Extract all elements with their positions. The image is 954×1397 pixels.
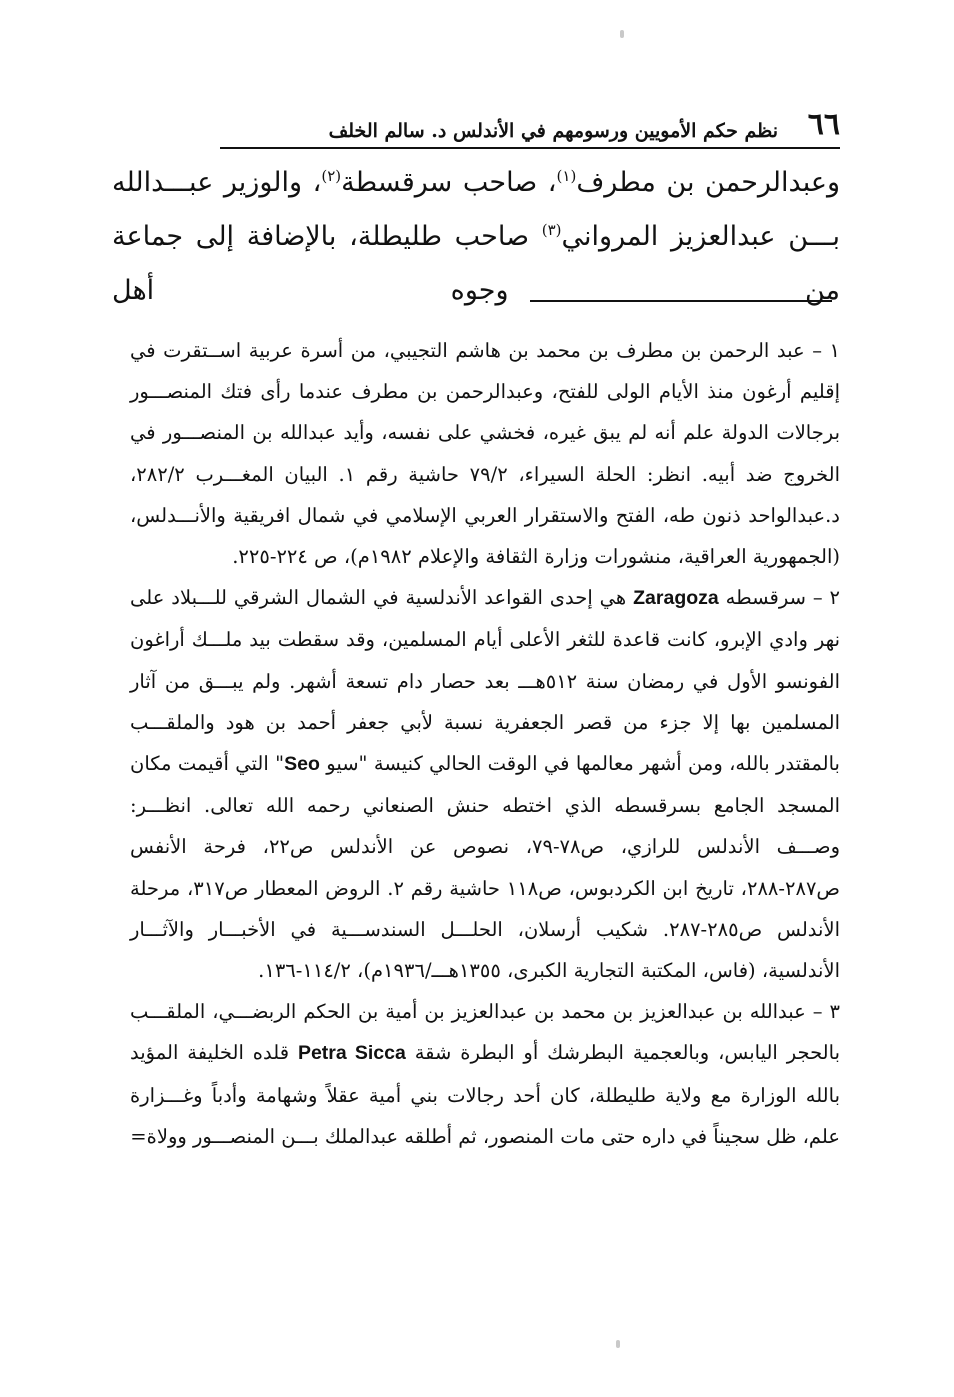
footnote-1: ١ – عبد الرحمن بن مطرف بن محمد بن هاشم التجيبي، من أسرة عربية اســتقرت في إقليم أرغون منذ الأيام الولى للفتح، وعبدالرحمن بن مطرف عندما رأى فتك المنصـــور برجالات الدولة علم أنه لم يبق غيره، فخشي على نفسه، وأيد عبدالله بن المنصـــور في الخروج ضد أبيه. انظر: الحلة السيراء، ٧٩/٢ حاشية رقم ١. البيان المغـــرب ٢٨٢/٢، د.عبدالواحد ذنون طه، الفتح والاستقرار العربي الإسلامي في شمال افريقية والأنـــدلس، (الجمهورية العراقية، منشورات وزارة الثقافة والإعلام ١٩٨٢م)، ص ٢٢٤-٢٢٥. bbox=[130, 339, 840, 569]
main-paragraph-text bbox=[112, 156, 840, 318]
footnote-2-part-1: ٢ – سرقسطه bbox=[718, 586, 840, 610]
running-title: نظم حكم الأمويين ورسومهم في الأندلس د. سالم الخلف bbox=[328, 120, 778, 142]
latin-term-seo: Seo bbox=[284, 753, 320, 776]
footnote-2 bbox=[130, 577, 840, 991]
footnotes-section bbox=[130, 330, 840, 1157]
footnote-3-part-2: قلده الخليفة المؤيد بالله الوزارة مع ولاية طليطلة، كان أحد رجالات بني أمية عقلاً وشهامة وأدباً وغـــزارة علم، ظل سجيناً في داره حتى مات المنصور، ثم أطلقه عبدالملك بـــن المنصـــور وولاة= bbox=[130, 1041, 840, 1148]
page-header bbox=[220, 107, 840, 150]
page-number: ٦٦ bbox=[807, 107, 840, 142]
header-rule bbox=[220, 147, 840, 149]
main-text-part-3: ، والوزير عبـــدالله بـــن عبدالعزيز المرواني bbox=[112, 167, 840, 252]
footnote-ref-2[interactable]: (٢) bbox=[321, 167, 342, 185]
main-text-part-2: ، صاحب سرقسطة bbox=[341, 167, 557, 198]
footnote-2-part-2: هي إحدى القواعد الأندلسية في الشمال الشرقي للـــبلاد على نهر وادي الإبرو، كانت قاعدة للثغر الأعلى أيام المسلمين، وقد سقطت بيد ملـــك أراغون الفونسو الأول في رمضان سنة ٥١٢هـــ بعد حصار دام تسعة أشهر. ولم يبـــق من آثار المسلمين بها إلا جزء من قصر الجعفرية نسبة لأبي جعفر أحمد بن هود والملقـــب بالمقتدر بالله، ومن أشهر معالمها في الوقت الحالي كنيسة "سيو bbox=[130, 586, 840, 776]
scan-speck bbox=[616, 1340, 620, 1348]
footnote-separator bbox=[530, 300, 832, 302]
latin-term-zaragoza: Zaragoza bbox=[633, 587, 719, 610]
footnote-ref-3[interactable]: (٣) bbox=[541, 221, 562, 239]
main-text-part-1: وعبدالرحمن بن مطرف bbox=[576, 167, 840, 198]
scan-speck bbox=[620, 30, 624, 38]
latin-term-petra-sicca: Petra Sicca bbox=[297, 1042, 406, 1065]
footnote-3-part-1: ٣ – عبدالله بن عبدالعزيز بن محمد بن عبدالعزيز بن أمية بن الحكم الربضـــي، الملقـــب بالحجر اليابس، وبالعجمية البطرشك أو البطرة شقة bbox=[130, 1000, 840, 1065]
main-text-part-4: صاحب طليطلة، بالإضافة إلى جماعة من وجوه أهل bbox=[112, 221, 840, 306]
main-paragraph bbox=[112, 156, 840, 318]
footnote-2-part-3: " التي أقيمت مكان المسجد الجامع بسرقسطه الذي اختطه حنش الصنعاني رحمه الله تعالى. انظـــر: وصـــف الأندلس للرازي، ص٧٨-٧٩، نصوص عن الأندلس ص٢٢، فرحة الأنفس ص٢٨٧-٢٨٨، تاريخ ابن الكردبوس، ص١١٨ حاشية رقم ٢. الروض المعطار ص٣١٧، مرحلة الأندلس ص٢٨٥-٢٨٧. شكيب أرسلان، الحلـــل السندســـية في الأخبـــار والآثـــار الأندلسية، (فاس، المكتبة التجارية الكبرى، ١٣٥٥هـــ/١٩٣٦م)، ١١٤/٢-١٣٦. bbox=[130, 752, 840, 983]
footnote-ref-1[interactable]: (١) bbox=[556, 167, 577, 185]
footnote-3 bbox=[130, 991, 840, 1157]
